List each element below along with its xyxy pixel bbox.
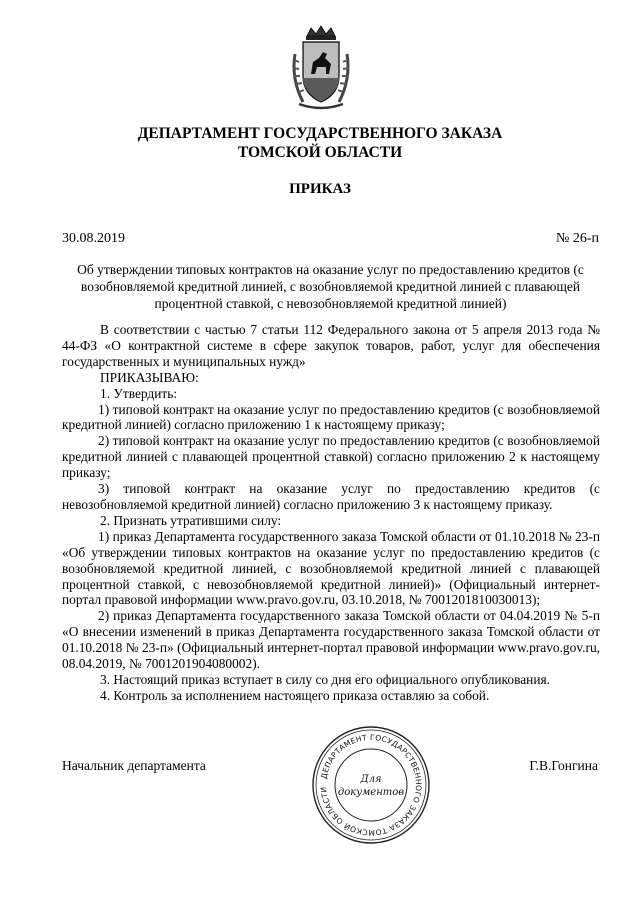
- item-2-1: 1) приказ Департамента государственного заказа Томской области от 01.10.2018 № 23-п «Об утверждении типовых контрактов на оказание услуг по предоставлению кредитов (с возобновляемой кредитной линией, с возобновляемой кредитной линией с плавающей процентной ставкой, с невозобновляемой кредитной линией)» (Официальный интернет-портал правовой информации www.pravo.gov.ru, 03.10.2018, № 7001201810030013);: [62, 528, 600, 608]
- document-body: [62, 322, 600, 704]
- stamp-ring-text: ДЕПАРТАМЕНТ ГОСУДАРСТВЕННОГО ЗАКАЗА ТОМСКОЙ ОБЛАСТИ: [318, 732, 424, 838]
- document-subject: Об утверждении типовых контрактов на оказание услуг по предоставлению кредитов (с возобновляемой кредитной линией, с возобновляемой кредитной линией с плавающей процентной ставкой, с невозобновляемой кредитной линией): [77, 262, 584, 311]
- document-number: № 26-п: [555, 231, 599, 246]
- department-title-line1: ДЕПАРТАМЕНТ ГОСУДАРСТВЕННОГО ЗАКАЗА: [137, 125, 503, 142]
- document-date: 30.08.2019: [62, 231, 125, 246]
- item-1: 1. Утвердить:: [100, 385, 178, 401]
- order-word: ПРИКАЗЫВАЮ:: [100, 369, 199, 385]
- item-2: 2. Признать утратившими силу:: [100, 512, 282, 528]
- official-stamp: [310, 724, 432, 846]
- item-1-3: 3) типовой контракт на оказание услуг по предоставлению кредитов (с невозобновляемой кредитной линией) согласно приложению 3 к настоящему приказу.: [62, 481, 600, 512]
- signatory-position: Начальник департамента: [62, 758, 206, 773]
- stamp-center-line1: Для: [360, 774, 382, 785]
- document-type: ПРИКАЗ: [289, 181, 351, 197]
- coat-of-arms-icon: [289, 24, 353, 110]
- item-2-2: 2) приказ Департамента государственного заказа Томской области от 04.04.2019 № 5-п «О внесении изменений в приказ Департамента государственного заказа Томской области от 01.10.2018 № 23-п» (Официальный интернет-портал правовой информации www.pravo.gov.ru, 08.04.2019, № 7001201904080002).: [62, 608, 600, 672]
- signatory-name: Г.В.Гонгина: [529, 758, 598, 773]
- preamble: В соответствии с частью 7 статьи 112 Федерального закона от 5 апреля 2013 года № 44-ФЗ «О контрактной системе в сфере закупок товаров, работ, услуг для обеспечения государственных и муниципальных нужд»: [62, 322, 600, 369]
- item-1-2: 2) типовой контракт на оказание услуг по предоставлению кредитов (с возобновляемой кредитной линией с плавающей процентной ставкой) согласно приложению 2 к настоящему приказу;: [62, 433, 600, 481]
- item-4: 4. Контроль за исполнением настоящего приказа оставляю за собой.: [100, 687, 490, 703]
- stamp-center-line2: документов: [337, 787, 405, 798]
- department-title-line2: ТОМСКОЙ ОБЛАСТИ: [237, 144, 403, 161]
- item-3: 3. Настоящий приказ вступает в силу со дня его официального опубликования.: [100, 671, 550, 687]
- item-1-1: 1) типовой контракт на оказание услуг по предоставлению кредитов (с возобновляемой кредитной линией) согласно приложению 1 к настоящему приказу;: [62, 401, 600, 433]
